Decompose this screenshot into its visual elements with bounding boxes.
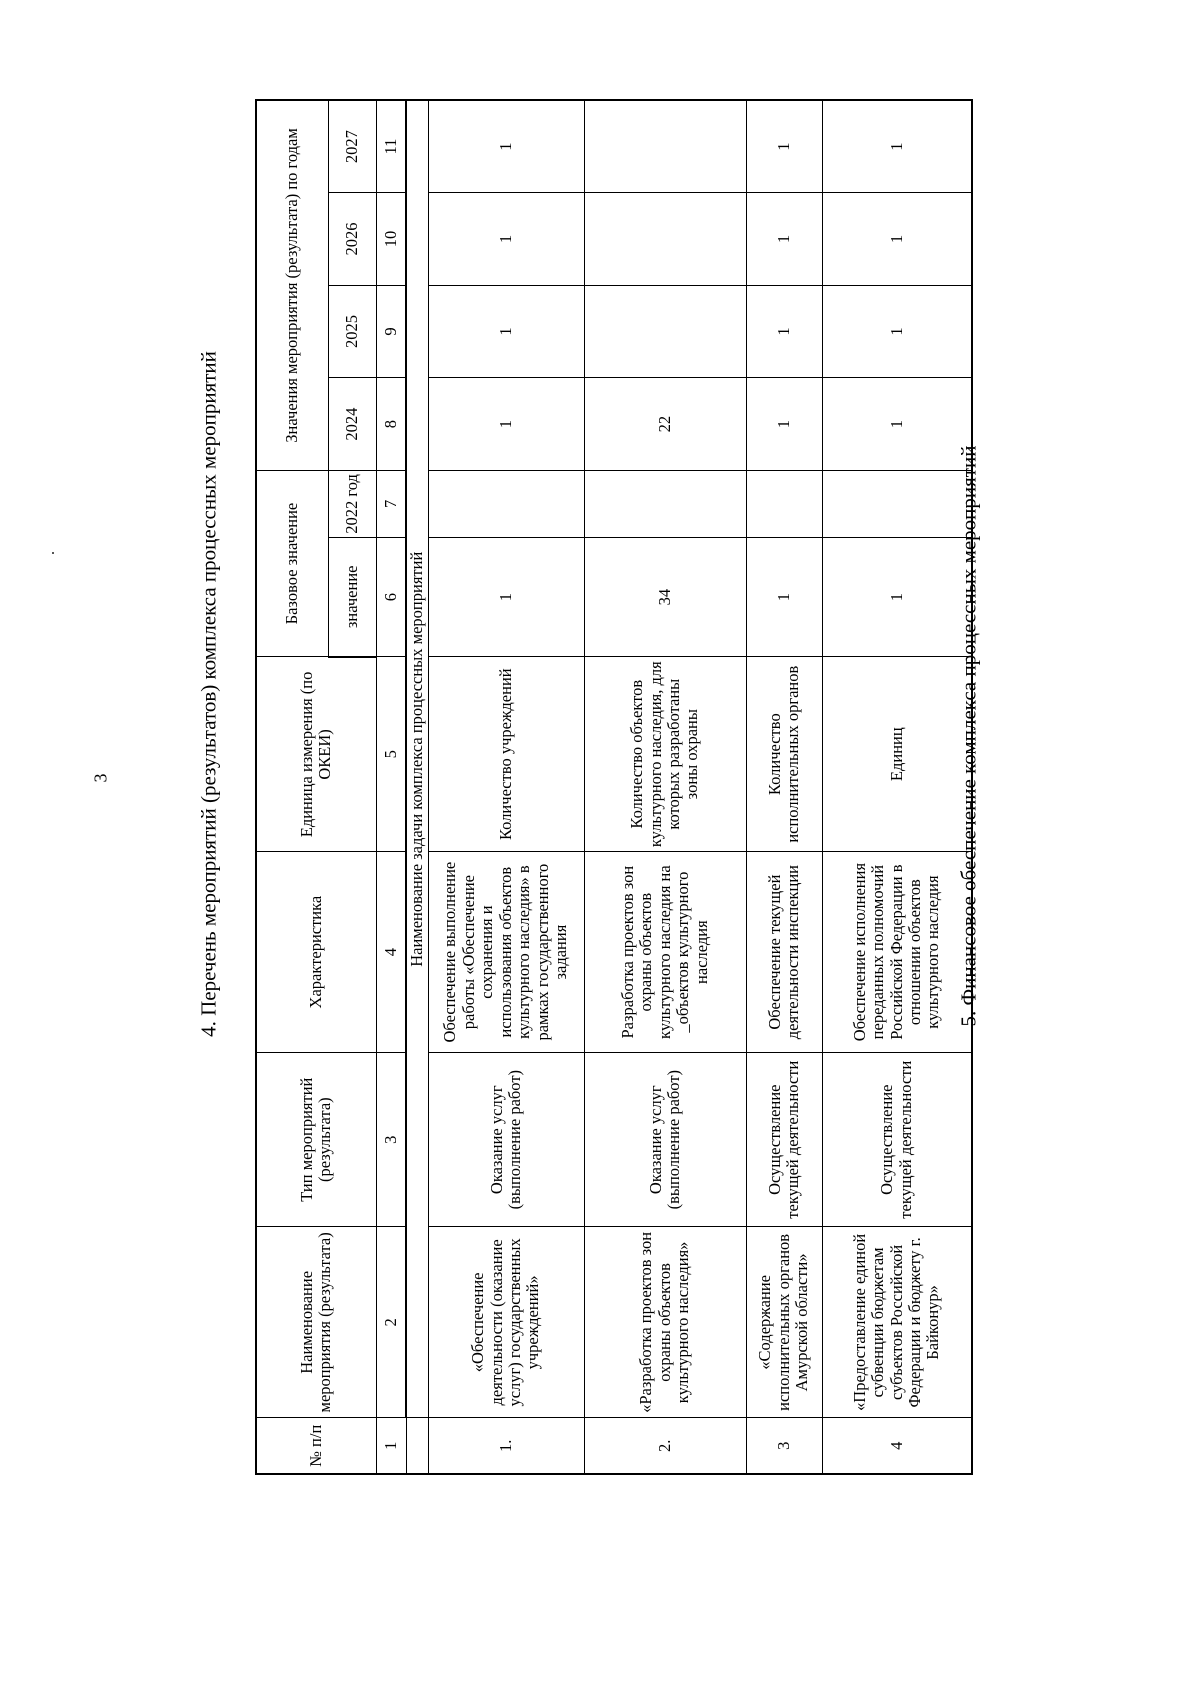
row-value-2024: 1: [822, 378, 972, 471]
header-num: № п/п: [256, 1418, 376, 1474]
row-characteristic: Обеспечение выполнение работы «Обеспечение сохранения и использования объектов культурного наследия» в рамках государственного задания: [428, 852, 584, 1053]
row-value-2025: 1: [746, 285, 822, 378]
header-year-2027: 2027: [328, 100, 376, 193]
row-value-2025: 1: [428, 285, 584, 378]
column-number: 5: [376, 657, 406, 852]
row-num: 4: [822, 1418, 972, 1474]
header-type: Тип мероприятий (результата): [256, 1053, 376, 1227]
column-number: 4: [376, 852, 406, 1053]
section-row: [406, 100, 428, 1474]
row-base-year: [428, 470, 584, 537]
row-value-2027: [584, 100, 746, 193]
header-year-2025: 2025: [328, 285, 376, 378]
header-values-group: Значения мероприятия (результата) по годам: [256, 100, 328, 470]
section-spacer: [406, 1418, 428, 1474]
row-base-year: [746, 470, 822, 537]
header-year-2026: 2026: [328, 193, 376, 286]
measures-table: [255, 99, 973, 1475]
row-unit: Единиц: [822, 657, 972, 852]
measures-table-wrapper: [255, 99, 971, 1475]
row-unit: Количество учреждений: [428, 657, 584, 852]
row-type: Осуществление текущей деятельности: [746, 1053, 822, 1227]
row-name: «Содержание исполнительных органов Амурской области»: [746, 1227, 822, 1418]
row-value-2024: 22: [584, 378, 746, 471]
row-base-year: [584, 470, 746, 537]
header-base-value: значение: [328, 537, 376, 656]
row-value-2027: 1: [822, 100, 972, 193]
row-unit: Количество исполнительных органов: [746, 657, 822, 852]
column-number: 11: [376, 100, 406, 193]
header-row-top: [256, 100, 328, 1474]
column-number: 7: [376, 470, 406, 537]
row-base-value: 1: [746, 537, 822, 656]
row-value-2025: 1: [822, 285, 972, 378]
header-base-group: Базовое значение: [256, 470, 328, 656]
row-type: Оказание услуг (выполнение работ): [584, 1053, 746, 1227]
section-title: Наименование задачи комплекса процессных мероприятий: [406, 100, 428, 1418]
header-name: Наименование мероприятия (результата): [256, 1227, 376, 1418]
table-row: [584, 100, 746, 1474]
header-base-year: 2022 год: [328, 470, 376, 537]
row-unit: Количество объектов культурного наследия, для которых разработаны зоны охраны: [584, 657, 746, 852]
row-value-2027: 1: [428, 100, 584, 193]
row-value-2026: [584, 193, 746, 286]
row-characteristic: Обеспечение исполнения переданных полномочий Российской Федерации в отношении объектов культурного наследия: [822, 852, 972, 1053]
row-base-value: 1: [428, 537, 584, 656]
table-row: [428, 100, 584, 1474]
column-number: 1: [376, 1418, 406, 1474]
row-name: «Обеспечение деятельности (оказание услуг) государственных учреждений»: [428, 1227, 584, 1418]
row-type: Оказание услуг (выполнение работ): [428, 1053, 584, 1227]
header-characteristic: Характеристика: [256, 852, 376, 1053]
table-row: [746, 100, 822, 1474]
column-number: 9: [376, 285, 406, 378]
row-characteristic: Обеспечение текущей деятельности инспекции: [746, 852, 822, 1053]
row-value-2026: 1: [822, 193, 972, 286]
row-value-2026: 1: [746, 193, 822, 286]
column-number: 2: [376, 1227, 406, 1418]
header-unit: Единица измерения (по ОКЕИ): [256, 657, 376, 852]
row-characteristic: Разработка проектов зон охраны объектов культурного наследия на _объектов культурного наследия: [584, 852, 746, 1053]
column-number: 10: [376, 193, 406, 286]
row-num: 1.: [428, 1418, 584, 1474]
row-value-2027: 1: [746, 100, 822, 193]
row-type: Осуществление текущей деятельности: [822, 1053, 972, 1227]
row-base-value: 1: [822, 537, 972, 656]
row-value-2024: 1: [746, 378, 822, 471]
column-number-row: [376, 100, 406, 1474]
row-num: 2.: [584, 1418, 746, 1474]
row-value-2025: [584, 285, 746, 378]
row-value-2024: 1: [428, 378, 584, 471]
row-base-value: 34: [584, 537, 746, 656]
column-number: 3: [376, 1053, 406, 1227]
page-number: 3: [90, 773, 111, 783]
row-name: «Разработка проектов зон охраны объектов культурного наследия»: [584, 1227, 746, 1418]
table-row: [822, 100, 972, 1474]
section-4-title: 4. Перечень мероприятий (результатов) комплекса процессных мероприятий: [196, 351, 221, 1037]
row-name: «Предоставление единой субвенции бюджетам субъектов Российской Федерации и бюджету г. Байконур»: [822, 1227, 972, 1418]
row-base-year: [822, 470, 972, 537]
scan-speck: [52, 552, 54, 554]
header-year-2024: 2024: [328, 378, 376, 471]
section-5-title: 5. Финансовое обеспечение комплекса процессных мероприятий: [956, 445, 981, 1027]
row-value-2026: 1: [428, 193, 584, 286]
column-number: 8: [376, 378, 406, 471]
column-number: 6: [376, 537, 406, 656]
row-num: 3: [746, 1418, 822, 1474]
